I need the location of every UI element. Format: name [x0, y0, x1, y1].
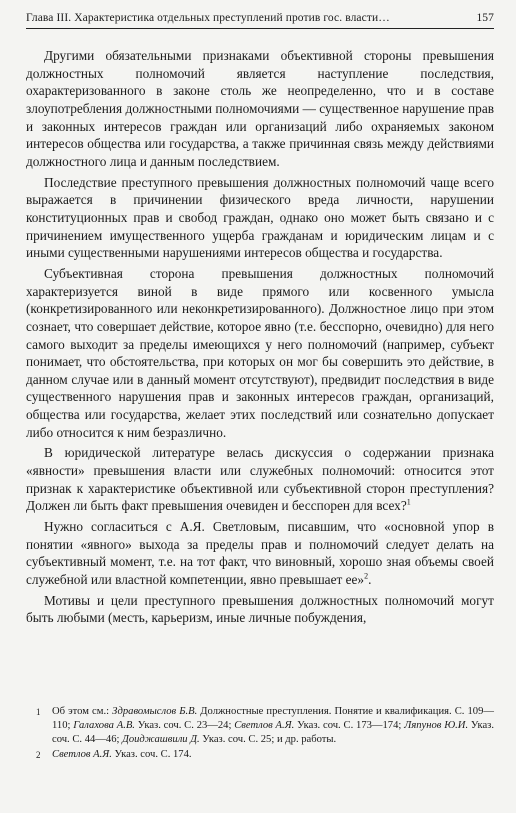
- paragraph: [26, 444, 494, 515]
- paragraph: Субъективная сторона превышения должностных полномочий характеризуется виной в виде прямого или косвенного умысла (конкретизированного или неконкретизированного). Должностное лицо при этом сознает, что совершает действие, которое явно (т.е. бесспорно, очевидно) для него самого выходит за пределы имеющихся у него полномочий (например, субъект понимает, что обстоятельства, при которых он мог бы совершить это действие, в данном случае или в данный момент отсутствуют), предвидит последствия в виде существенного нарушения прав и законных интересов граждан, организаций, общества или государства, желает этих последствий или сознательно допускает либо относится к ним безразлично.: [26, 265, 494, 440]
- paragraph: [26, 518, 494, 589]
- footnote-mark: 2: [36, 749, 41, 760]
- paragraph: Другими обязательными признаками объективной стороны превышения должностных полномочий является наступление последствия, охарактеризованного в законе столь же неопределенно, что и в составе злоупотребления должностными полномочиями — существенное нарушение прав и законных интересов граждан или организаций либо охраняемых законом интересов общества или государства, а также причинная связь между действиями должностного лица и данным последствием.: [26, 48, 494, 169]
- footnote-author: Доиджашвили Д.: [122, 734, 200, 746]
- chapter-title: Глава III. Характеристика отдельных преступлений против гос. власти…: [26, 12, 390, 24]
- footnote-text: [52, 705, 494, 748]
- main-text: [26, 47, 494, 627]
- footnote-segment: Указ. соч. С. 25; и др. работы.: [199, 734, 337, 746]
- footnote-ref: 1: [406, 497, 411, 507]
- footnote-author: Ляпунов Ю.И.: [404, 720, 469, 732]
- footnote-author: Светлов А.Я.: [52, 748, 112, 760]
- footnote-segment: Указ. соч. С. 173—174;: [294, 720, 405, 732]
- footnote-segment: Должностные преступления. Понятие и квалификация. С. 109—110;: [52, 706, 494, 732]
- paragraph-text: Нужно согласиться с А.Я. Светловым, писавшим, что «основной упор в понятии «явного» выхода за пределы прав и полномочий следует делать на субъективный момент, т.е. на тот факт, что виновный, хорошо зная объемы своей служебной или властной компетенции, явно превышает ее»: [26, 519, 494, 588]
- footnote-segment: Указ. соч. С. 174.: [111, 748, 192, 760]
- paragraph: Мотивы и цели преступного превышения должностных полномочий могут быть любыми (месть, карьеризм, иные личные побуждения,: [26, 592, 494, 626]
- paragraph-text: В юридической литературе велась дискуссия о содержании признака «явности» превышения власти или служебных полномочий: относится этот признак к характеристике объективной или субъективной сторон преступления? Должен ли быть факт превышения очевиден и бесспорен для всех?: [26, 445, 494, 514]
- running-header: [26, 0, 494, 29]
- footnote-author: Галахова А.В.: [73, 720, 135, 732]
- paragraph: Последствие преступного превышения должностных полномочий чаще всего выражается в причинении физического вреда личности, нарушении конституционных прав и свобод граждан, однако оно может быть связано и с причинением имущественного ущерба гражданам и юридическим лицам и с иными существенными нарушениями интересов общества и государства.: [26, 174, 494, 261]
- footnote-mark: 1: [36, 707, 41, 717]
- page-number: 157: [476, 12, 494, 24]
- footnotes: [26, 705, 494, 762]
- footnote: [26, 705, 494, 748]
- footnote-ref: 2: [364, 571, 369, 581]
- footnote-segment: Об этом см.:: [52, 706, 113, 717]
- footnote-author: Здравомыслов Б.В.: [112, 706, 198, 717]
- footnote-segment: Указ. соч. С. 23—24;: [134, 720, 235, 732]
- paragraph-tail: .: [368, 572, 372, 588]
- footnote: [26, 748, 494, 762]
- footnote-author: Светлов А.Я.: [234, 720, 295, 732]
- footnote-segment: Указ. соч. С. 44—46;: [52, 720, 494, 746]
- footnote-text: [52, 748, 494, 762]
